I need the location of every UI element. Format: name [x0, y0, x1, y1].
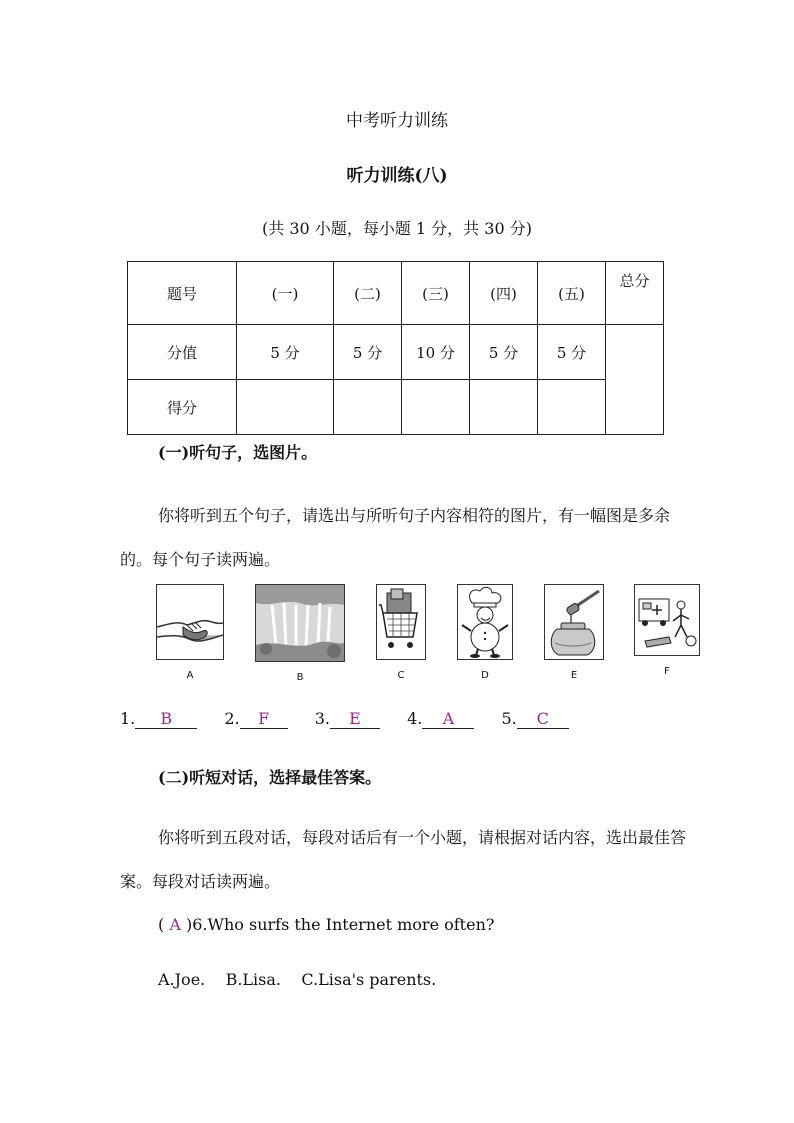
table-row	[128, 262, 664, 325]
page-subtitle: 听力训练(八)	[346, 166, 448, 186]
section1-answers	[120, 709, 591, 729]
honey-jar-icon	[544, 584, 604, 660]
answer-blank[interactable]: A	[422, 709, 474, 729]
score-input-cell[interactable]	[334, 380, 402, 435]
picture-d	[457, 584, 513, 681]
picture-label: C	[397, 670, 405, 681]
section1-title: (一)听句子，选图片。	[158, 443, 318, 462]
picture-label: B	[296, 672, 304, 683]
picture-row	[150, 584, 710, 684]
score-table	[127, 261, 664, 435]
row-label: 得分	[128, 380, 237, 435]
column-header: (五)	[538, 262, 606, 325]
page-title: 中考听力训练	[346, 111, 448, 131]
answer-item	[120, 709, 197, 729]
score-input-cell[interactable]	[237, 380, 334, 435]
table-row	[128, 380, 664, 435]
section2-title: (二)听短对话，选择最佳答案。	[158, 768, 382, 787]
column-header: (三)	[402, 262, 470, 325]
row-label: 分值	[128, 325, 237, 380]
waterfall-icon	[255, 584, 345, 662]
paren-open: (	[158, 915, 165, 934]
question-number: 4.	[407, 709, 423, 728]
picture-c	[376, 584, 426, 681]
question-number: 2.	[224, 709, 240, 728]
chef-icon	[457, 584, 513, 660]
column-header: (二)	[334, 262, 402, 325]
picture-b	[255, 584, 345, 683]
answer-blank[interactable]: F	[240, 709, 288, 729]
picture-label: F	[664, 666, 670, 677]
section1-instructions: 你将听到五个句子，请选出与所听句子内容相符的图片，有一幅图是多余的。每个句子读两遍。	[120, 506, 671, 569]
column-header: 总分	[606, 262, 664, 325]
picture-f	[634, 584, 700, 677]
answer-choice[interactable]: A	[169, 915, 181, 934]
question-number: 3.	[314, 709, 330, 728]
question-6-options: A.Joe. B.Lisa. C.Lisa's parents.	[158, 970, 437, 989]
score-input-cell[interactable]	[470, 380, 538, 435]
table-cell: 5 分	[538, 325, 606, 380]
table-cell: 5 分	[237, 325, 334, 380]
column-header: (一)	[237, 262, 334, 325]
question-6	[158, 915, 494, 934]
score-input-cell[interactable]	[402, 380, 470, 435]
table-row	[128, 325, 664, 380]
question-number: 1.	[120, 709, 136, 728]
question-number: 5.	[501, 709, 517, 728]
handshake-icon	[156, 584, 224, 660]
picture-e	[544, 584, 604, 681]
row-label: 题号	[128, 262, 237, 325]
table-cell: 10 分	[402, 325, 470, 380]
question-text: )6.Who surfs the Internet more often?	[186, 915, 495, 934]
answer-blank[interactable]: C	[517, 709, 569, 729]
picture-label: D	[481, 670, 489, 681]
answer-item	[315, 709, 380, 729]
answer-item	[407, 709, 474, 729]
answer-item	[224, 709, 287, 729]
section2-instructions: 你将听到五段对话，每段对话后有一个小题，请根据对话内容，选出最佳答案。每段对话读两遍。	[120, 828, 687, 891]
answer-blank[interactable]: E	[330, 709, 380, 729]
total-score-cell[interactable]	[606, 325, 664, 435]
column-header: (四)	[470, 262, 538, 325]
shopping-cart-icon	[376, 584, 426, 660]
answer-item	[501, 709, 568, 729]
picture-label: E	[570, 670, 578, 681]
ambulance-icon	[634, 584, 700, 656]
picture-label: A	[186, 670, 194, 681]
score-note: (共 30 小题，每小题 1 分，共 30 分)	[262, 219, 532, 238]
picture-a	[156, 584, 224, 681]
table-cell: 5 分	[470, 325, 538, 380]
answer-blank[interactable]: B	[135, 709, 197, 729]
score-input-cell[interactable]	[538, 380, 606, 435]
table-cell: 5 分	[334, 325, 402, 380]
